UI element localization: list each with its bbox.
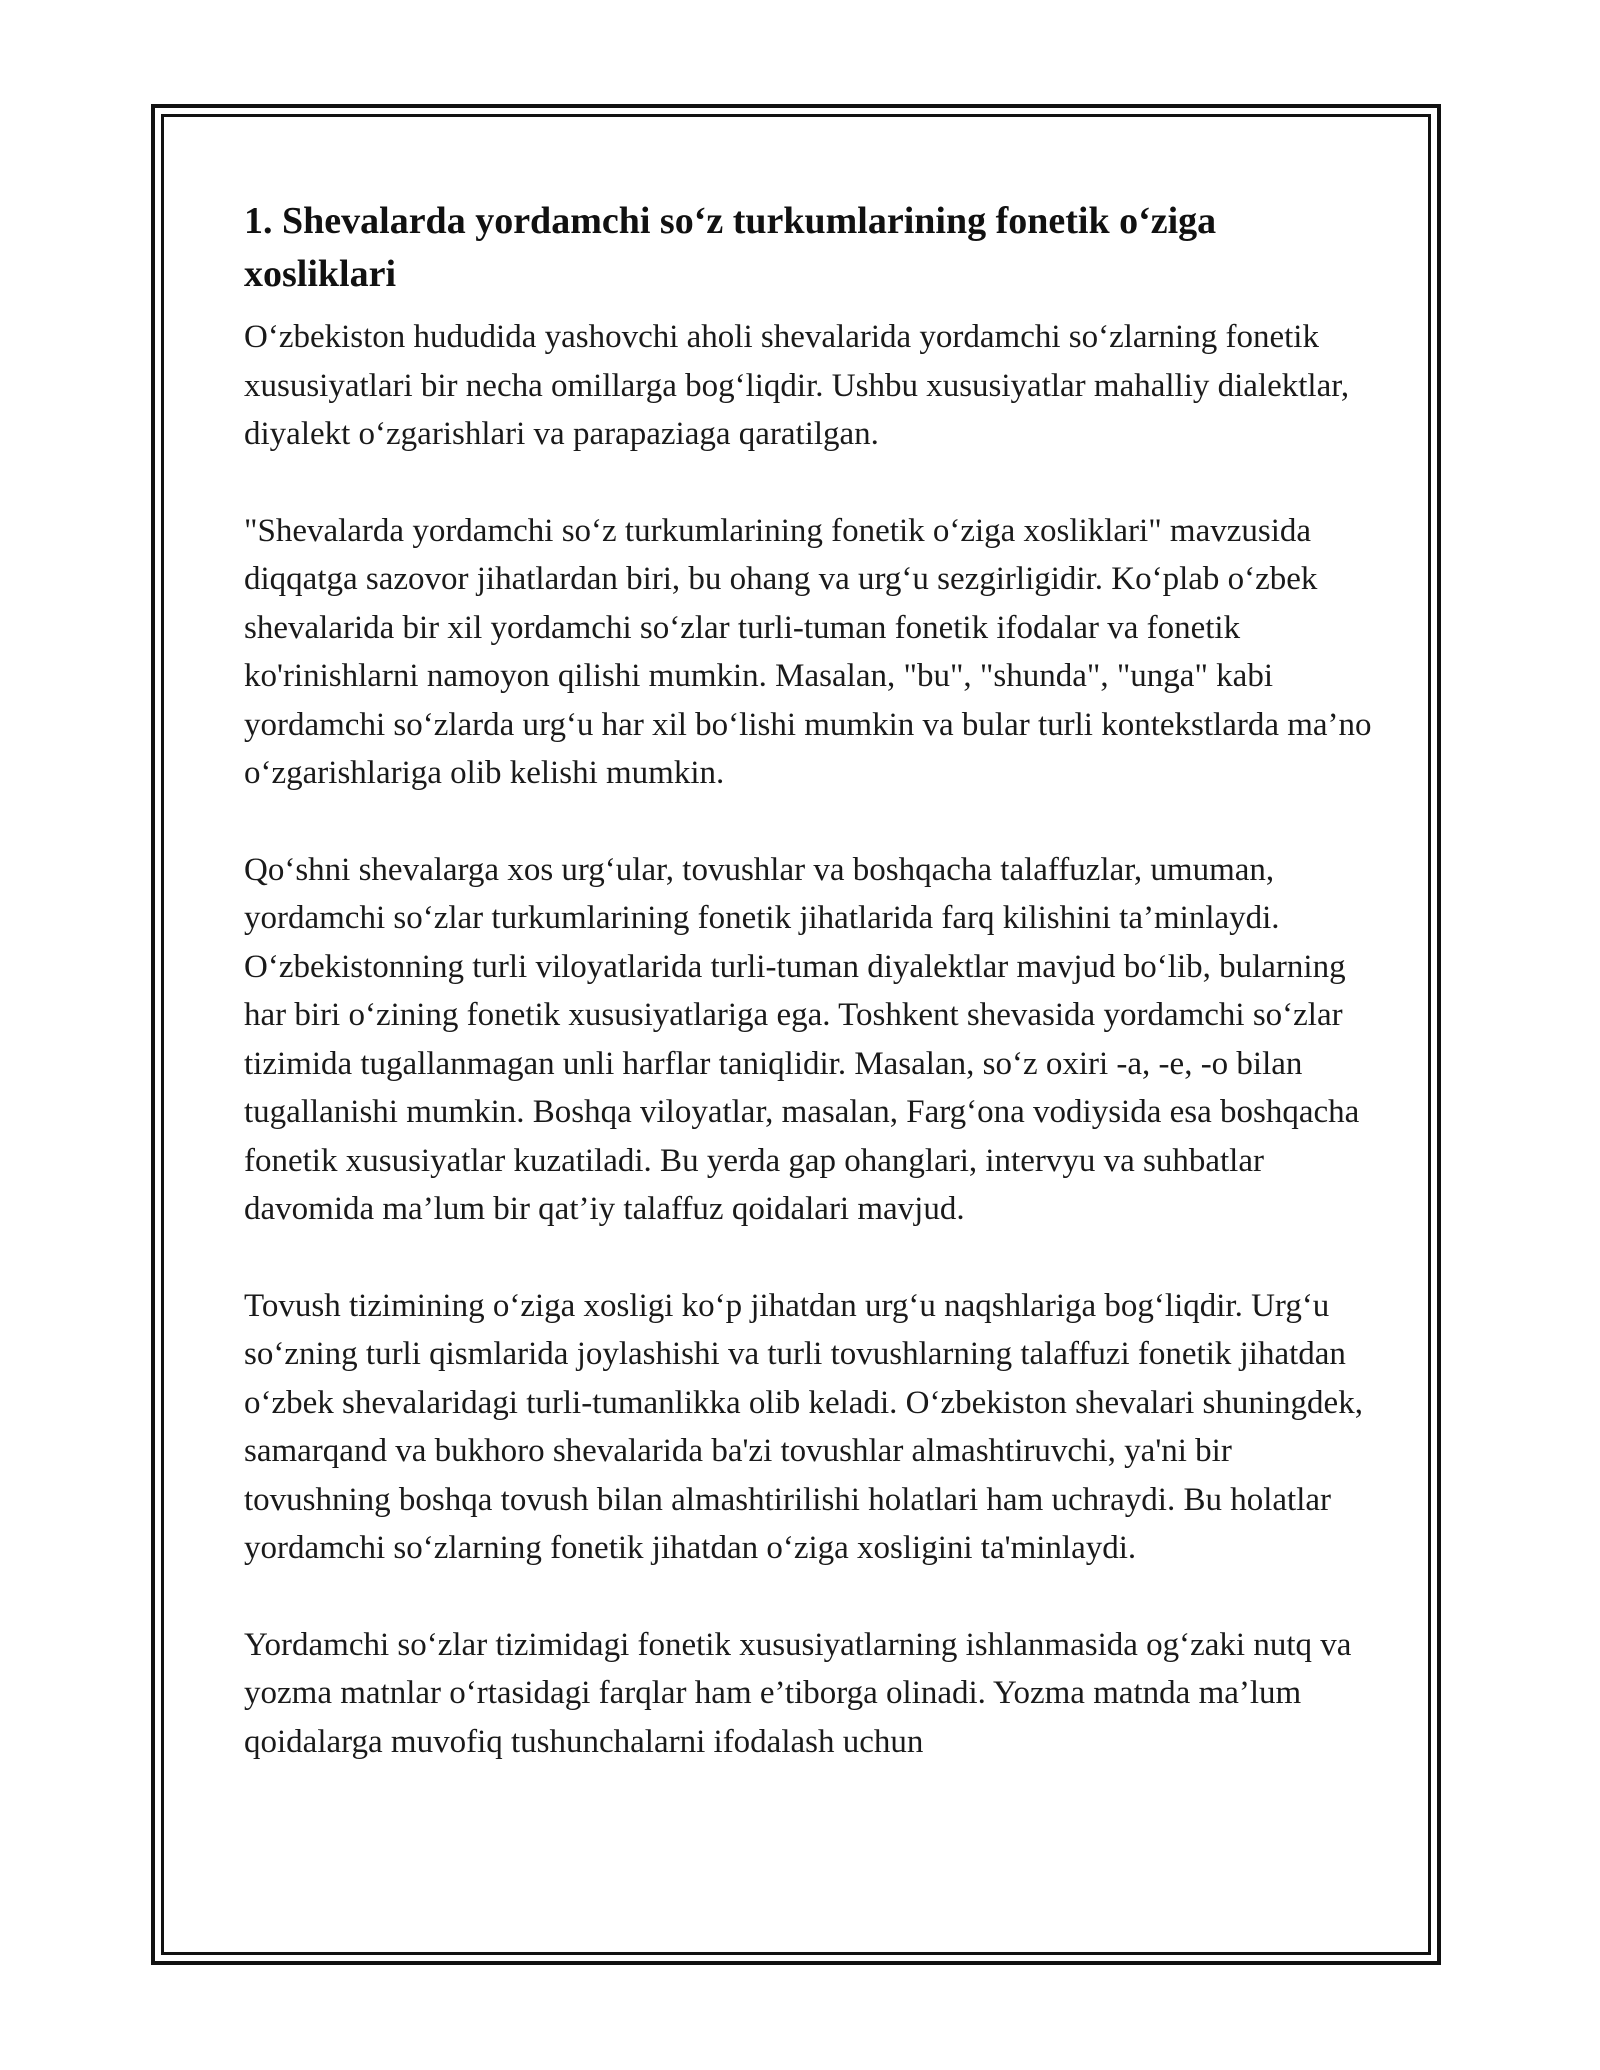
document-body [244, 195, 1374, 1766]
paragraph-3: Qo‘shni shevalarga xos urg‘ular, tovushlar va boshqacha talaffuzlar, umuman, yordamchi so‘zlar turkumlarining fonetik jihatlarida farq kilishini ta’minlaydi. O‘zbekistonning turli viloyatlarida turli-tuman diyalektlar mavjud bo‘lib, bularning har biri o‘zining fonetik xususiyatlariga ega. Toshkent shevasida yordamchi so‘zlar tizimida tugallanmagan unli harflar taniqlidir. Masalan, so‘z oxiri -a, -e, -o bilan tugallanishi mumkin. Boshqa viloyatlar, masalan, Farg‘ona vodiysida esa boshqacha fonetik xususiyatlar kuzatiladi. Bu yerda gap ohanglari, intervyu va suhbatlar davomida ma’lum bir qat’iy talaffuz qoidalari mavjud. [244, 851, 1360, 1227]
page-border-inner [161, 114, 1431, 1955]
page-border-outer [151, 104, 1441, 1965]
section-heading [244, 195, 1374, 301]
section-heading-line-2: xosliklari [244, 253, 397, 295]
paragraph-4: Tovush tizimining o‘ziga xosligi ko‘p jihatdan urg‘u naqshlariga bog‘liqdir. Urg‘u so‘zning turli qismlarida joylashishi va turli tovushlarning talaffuzi fonetik jihatdan o‘zbek shevalaridagi turli-tumanlikka olib keladi. O‘zbekiston shevalari shuningdek, samarqand va bukhoro shevalarida ba'zi tovushlar almashtiruvchi, ya'ni bir tovushning boshqa tovush bilan almashtirilishi holatlari ham uchraydi. Bu holatlar yordamchi so‘zlarning fonetik jihatdan o‘ziga xosligini ta'minlaydi. [244, 1287, 1363, 1566]
paragraph-1: O‘zbekiston hududida yashovchi aholi shevalarida yordamchi so‘zlarning fonetik xususiyatlari bir necha omillarga bog‘liqdir. Ushbu xususiyatlar mahalliy dialektlar, diyalekt o‘zgarishlari va parapaziaga qaratilgan. [244, 319, 1350, 452]
section-heading-line-1: 1. Shevalarda yordamchi so‘z turkumlarining fonetik o‘ziga [244, 200, 1217, 242]
paragraph-2: "Shevalarda yordamchi so‘z turkumlarining fonetik o‘ziga xosliklari" mavzusida diqqatga sazovor jihatlardan biri, bu ohang va urg‘u sezgirligidir. Ko‘plab o‘zbek shevalarida bir xil yordamchi so‘zlar turli-tuman fonetik ifodalar va fonetik ko'rinishlarni namoyon qilishi mumkin. Masalan, "bu", "shunda", "unga" kabi yordamchi so‘zlarda urg‘u har xil bo‘lishi mumkin va bular turli kontekstlarda ma’no o‘zgarishlariga olib kelishi mumkin. [244, 512, 1372, 791]
paragraph-5: Yordamchi so‘zlar tizimidagi fonetik xususiyatlarning ishlanmasida og‘zaki nutq va yozma matnlar o‘rtasidagi farqlar ham e’tiborga olinadi. Yozma matnda ma’lum qoidalarga muvofiq tushunchalarni ifodalash uchun [244, 1626, 1352, 1760]
